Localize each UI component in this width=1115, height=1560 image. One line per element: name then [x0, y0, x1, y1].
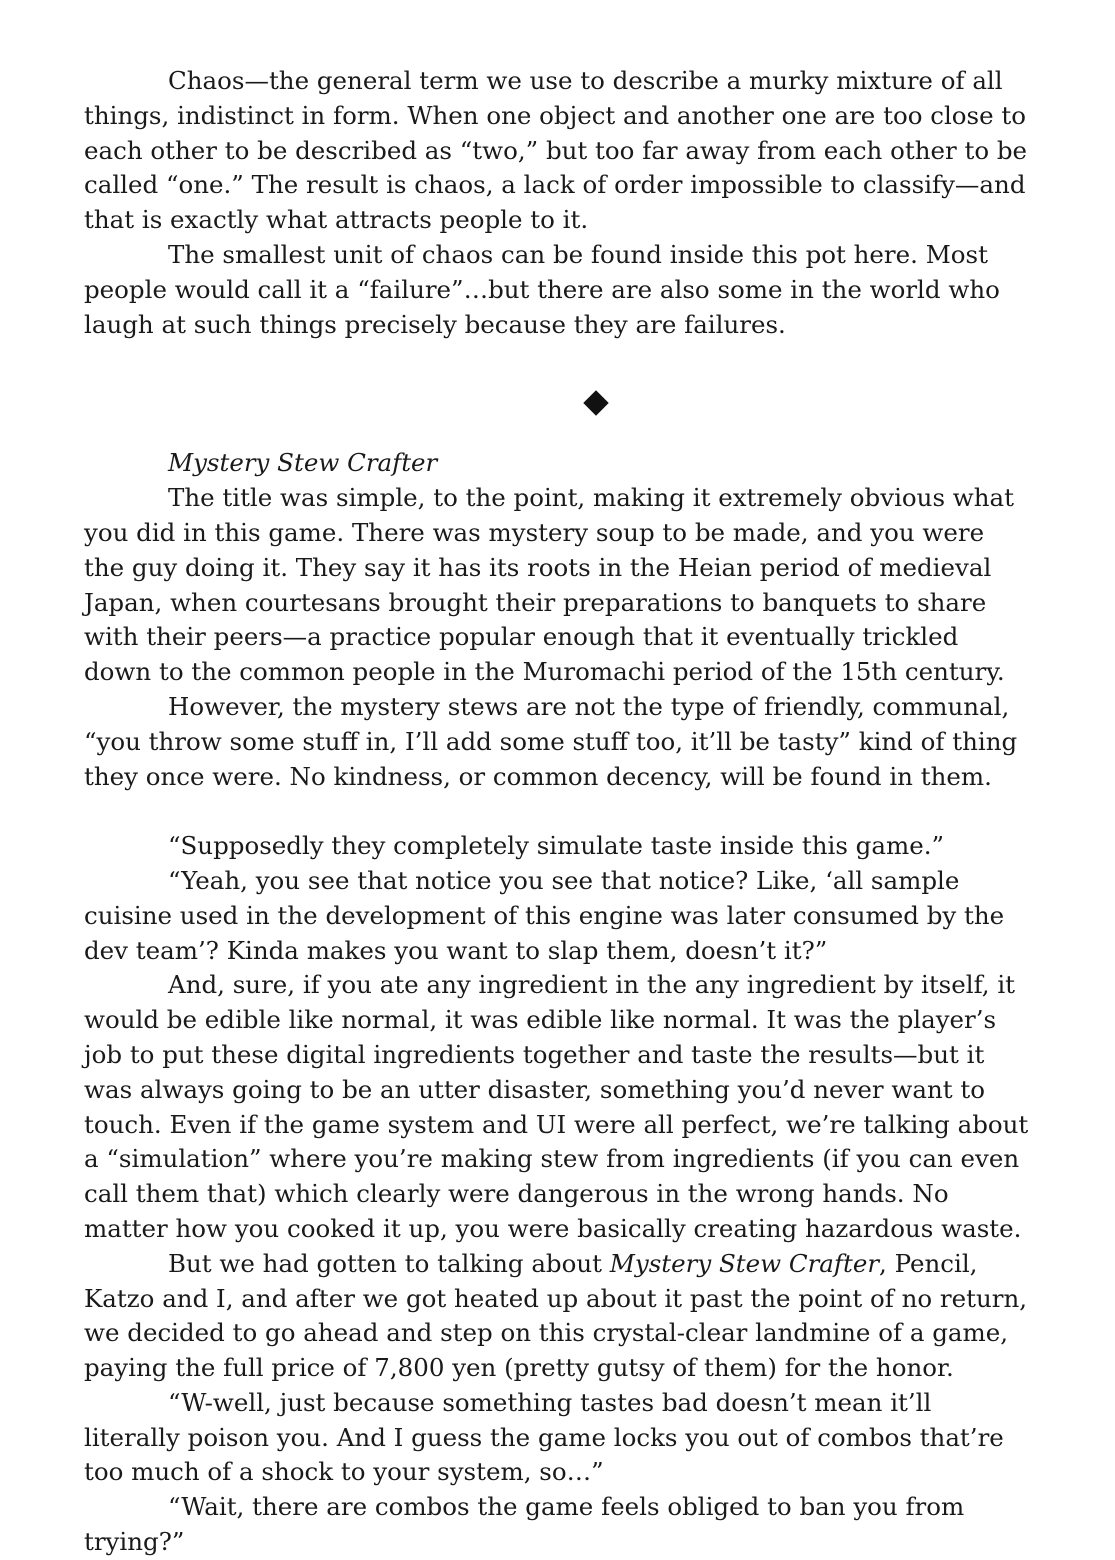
- paragraph-ingredients: And, sure, if you ate any ingredient in the any ingredient by itself, it would be edible like normal, it was edible like normal. It was the player’s job to put these digital ingredients together and taste the results—but it was always going to be an utter disaster, something you’d never want to touch. Even if the game system and UI were all perfect, we’re talking about a “simulation” where you’re making stew from ingredients (if you can even call them that) which clearly were dangerous in the wrong hands. No matter how you cooked it up, you were basically creating hazardous waste.: [84, 970, 1029, 1243]
- purchase-text-before: But we had gotten to talking about: [168, 1248, 610, 1278]
- paragraph-chaos-pot: The smallest unit of chaos can be found inside this pot here. Most people would call it a “failure”…but there are also some in the world who laugh at such things precisely because they are failures.: [84, 239, 1000, 339]
- game-title-heading: Mystery Stew Crafter: [168, 448, 438, 478]
- blank-line: [84, 794, 1029, 829]
- dialogue-notice: “Yeah, you see that notice you see that notice? Like, ‘all sample cuisine used in the development of this engine was later consumed by the dev team’? Kinda makes you want to slap them, doesn’t it?”: [84, 865, 1005, 965]
- dialogue-tastes-bad: “W-well, just because something tastes bad doesn’t mean it’ll literally poison you. And I guess the game locks you out of combos that’re too much of a shock to your system, so…”: [84, 1387, 1004, 1487]
- diamond-separator-icon: [583, 391, 608, 416]
- paragraph-purchase: [84, 1247, 1029, 1386]
- inline-game-title: Mystery Stew Crafter: [609, 1248, 880, 1278]
- dialogue-banned-combos: “Wait, there are combos the game feels obliged to ban you from trying?”: [84, 1492, 965, 1557]
- book-page: [84, 64, 1029, 1560]
- paragraph-chaos-definition: Chaos—the general term we use to describe a murky mixture of all things, indistinct in form. When one object and another one are too close to each other to be described as “two,” but too far away from each other to be called “one.” The result is chaos, a lack of order impossible to classify—and that is exactly what attracts people to it.: [84, 66, 1028, 235]
- purchase-text-after: , Pencil, Katzo and I, and after we got heated up about it past the point of no return, we decided to go ahead and step on this crystal-clear landmine of a game, paying the full price of 7,800 yen (pretty gutsy of them) for the honor.: [84, 1248, 1028, 1383]
- dialogue-simulate-taste: “Supposedly they completely simulate taste inside this game.”: [168, 831, 945, 861]
- paragraph-stew-description: However, the mystery stews are not the type of friendly, communal, “you throw some stuff in, I’ll add some stuff too, it’ll be tasty” kind of thing they once were. No kindness, or common decency, will be found in them.: [84, 691, 1018, 791]
- paragraph-game-intro: The title was simple, to the point, making it extremely obvious what you did in this game. There was mystery soup to be made, and you were the guy doing it. They say it has its roots in the Heian period of medieval Japan, when courtesans brought their preparations to banquets to share with their peers—a practice popular enough that it eventually trickled down to the common people in the Muromachi period of the 15th century.: [84, 483, 1015, 687]
- scene-break: [84, 342, 1029, 446]
